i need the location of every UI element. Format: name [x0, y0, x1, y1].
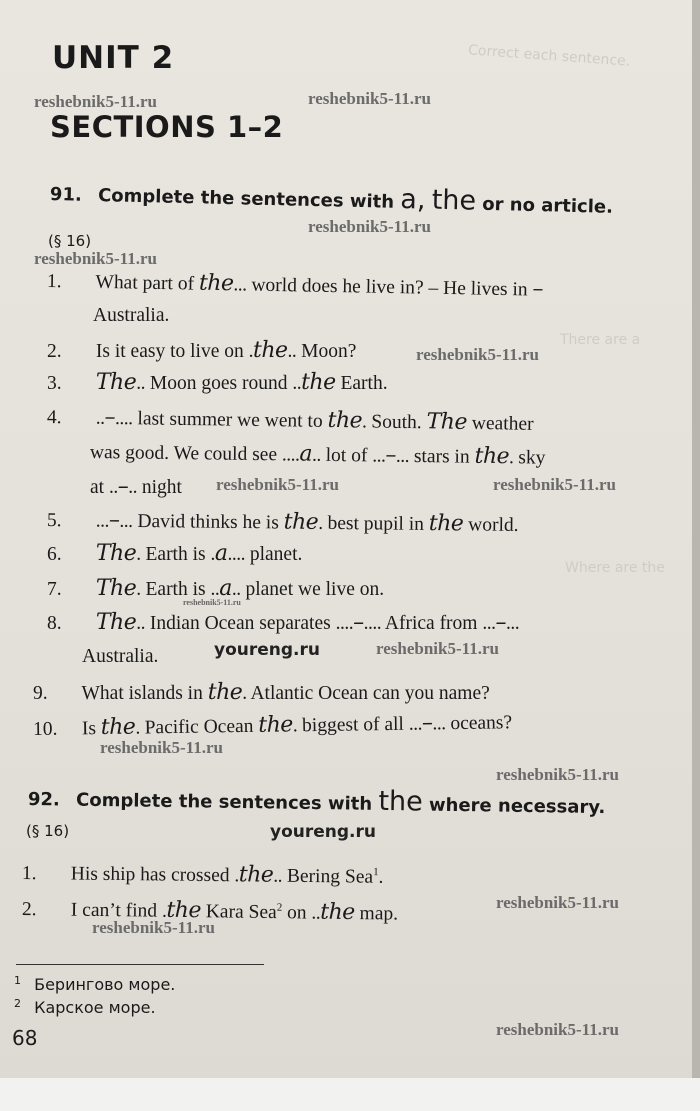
task-91-heading: [50, 176, 614, 220]
footnote-mark: 1: [373, 866, 379, 879]
sentence-text: Moon goes round: [149, 373, 288, 394]
paragraph-ref: (§ 16): [26, 822, 70, 840]
sentence-text: world does he live in? – He lives in: [251, 274, 528, 301]
footnote-mark: 2: [14, 997, 21, 1010]
sentence-3: 3. The.. Moon goes round ..the Earth.: [47, 370, 388, 395]
item-number: 4.: [46, 407, 62, 429]
sentence-text: was good. We could see: [89, 442, 278, 466]
watermark: reshebnik5-11.ru: [34, 249, 157, 268]
handwritten-answer: The: [95, 576, 137, 601]
task-word-the: the: [431, 184, 477, 217]
sentence-text: Kara Sea: [205, 901, 277, 924]
handwritten-answer: The: [95, 610, 137, 635]
item-number: 7.: [47, 579, 62, 600]
sentence-text: best pupil in: [327, 512, 425, 535]
handwritten-answer: a: [214, 541, 228, 566]
sentence-8: 8. The.. Indian Ocean separates ....–.... Africa from ...–...: [47, 610, 520, 635]
handwritten-answer: The: [426, 409, 468, 435]
handwritten-answer: the: [258, 712, 293, 738]
sentence-text: biggest of all: [301, 713, 405, 737]
handwritten-answer: the: [100, 714, 136, 741]
sentence-text: planet.: [249, 544, 303, 565]
handwritten-answer: the: [327, 407, 363, 434]
sentence-text: Earth is: [145, 579, 206, 600]
sentence-6: 6. The. Earth is .a.... planet.: [47, 541, 303, 566]
sentence-text: oceans?: [450, 712, 513, 735]
task-word-a: a,: [400, 183, 426, 216]
sentence-7: 7. The. Earth is ..a.. planet we live on.: [47, 576, 385, 601]
sentence-text: world.: [468, 514, 519, 536]
footnote-mark: 1: [14, 974, 21, 987]
sentence-10: 10. Is the. Pacific Ocean the. biggest of all ...–... oceans?: [32, 710, 513, 741]
sentence-text: Atlantic Ocean can you name?: [250, 683, 490, 704]
sentence-text: Indian Ocean separates: [149, 613, 331, 634]
task-text: Complete the sentences with: [75, 789, 373, 815]
handwritten-answer: –: [353, 610, 364, 635]
background-strip: [0, 1078, 700, 1111]
watermark: reshebnik5-11.ru: [496, 765, 619, 784]
sentence-92-2: 2. I can’t find .the Kara Sea$^2$ on ..the map.: [21, 897, 399, 926]
watermark: reshebnik5-11.ru: [100, 738, 223, 757]
sentence-text: .: [378, 866, 384, 888]
handwritten-answer: the: [428, 510, 464, 537]
sentence-text: Is it easy to live on: [95, 341, 244, 362]
sentence-text: His ship has crossed: [70, 863, 230, 887]
watermark-youreng: youreng.ru: [214, 640, 320, 660]
item-number: 8.: [47, 613, 62, 634]
handwritten-answer: –: [495, 610, 506, 635]
handwritten-answer: the: [238, 862, 274, 888]
item-number: 2.: [47, 341, 62, 362]
sentence-text: Earth is: [145, 544, 206, 565]
task-text: or no article.: [482, 193, 614, 218]
handwritten-answer: the: [283, 509, 319, 535]
handwritten-answer: The: [95, 541, 137, 566]
handwritten-answer: –: [421, 710, 433, 736]
sentence-text: stars in: [413, 445, 470, 468]
sentence-9: 9. What islands in the. Atlantic Ocean can you name?: [33, 680, 490, 705]
handwritten-answer: the: [166, 897, 202, 924]
sentence-text: lot of: [325, 444, 368, 467]
watermark: reshebnik5-11.ru: [308, 217, 431, 236]
page-number: 68: [12, 1026, 38, 1050]
sentence-2: 2. Is it easy to live on .the.. Moon?: [47, 338, 357, 363]
handwritten-answer: –: [117, 474, 129, 499]
sentence-text: Pacific Ocean: [144, 715, 254, 739]
sentence-text: last summer we went to: [137, 408, 323, 432]
sentence-text: at: [90, 477, 105, 498]
handwritten-answer: –: [532, 276, 544, 302]
footnote-mark: 2: [276, 901, 283, 914]
show-through-text: Where are the: [565, 560, 665, 576]
sentence-text: Bering Sea: [286, 865, 374, 888]
handwritten-answer: the: [252, 338, 288, 363]
footnote-text: Карское море.: [34, 998, 156, 1018]
watermark: reshebnik5-11.ru: [376, 639, 499, 658]
handwritten-answer: –: [385, 442, 397, 468]
sentence-text: Moon?: [301, 341, 357, 362]
sentence-8-cont: Australia.: [82, 646, 159, 667]
watermark: reshebnik5-11.ru: [308, 89, 431, 108]
sentence-text: What part of: [95, 271, 195, 295]
sentence-text: map.: [359, 903, 399, 925]
footnote-1: [14, 974, 175, 994]
show-through-text: Correct each sentence.: [467, 42, 631, 70]
item-number: 9.: [33, 683, 48, 704]
watermark-youreng: youreng.ru: [270, 822, 376, 842]
handwritten-answer: –: [104, 404, 116, 430]
sentence-text: night: [141, 477, 182, 498]
sentence-4: 4. ..–.... last summer we went to the. South. The weather: [46, 404, 534, 435]
task-word-the: the: [378, 785, 423, 818]
sentence-text: David thinks he is: [137, 510, 279, 534]
sentence-1: 1. What part of the... world does he live in? – He lives in –: [46, 270, 544, 302]
handwritten-answer: the: [474, 443, 510, 470]
sentence-text: Earth.: [340, 373, 388, 394]
item-number: 3.: [47, 373, 62, 394]
handwritten-answer: –: [108, 507, 120, 533]
sentence-text: on: [286, 902, 307, 924]
handwritten-answer: the: [320, 899, 355, 926]
sentence-text: planet we live on.: [245, 579, 385, 600]
handwritten-answer: a: [219, 576, 232, 601]
watermark: reshebnik5-11.ru: [216, 475, 339, 494]
sentence-4-line-3: at ..–.. night: [90, 474, 182, 499]
footnote-2: [14, 997, 156, 1017]
task-number: 92.: [27, 789, 60, 811]
watermark: reshebnik5-11.ru: [416, 345, 539, 364]
sentence-4-line-2: was good. We could see ....a.. lot of ...–... stars in the. sky: [89, 441, 546, 470]
sentence-text: weather: [471, 412, 534, 435]
item-number: 1.: [21, 863, 37, 885]
handwritten-answer: a: [299, 441, 313, 467]
footnote-text: Берингово море.: [34, 975, 176, 995]
task-text: Complete the sentences with: [97, 185, 395, 213]
item-number: 10.: [32, 718, 58, 740]
handwritten-answer: the: [198, 270, 234, 297]
watermark: reshebnik5-11.ru: [92, 918, 215, 937]
sentence-text: What islands in: [81, 683, 203, 704]
item-number: 1.: [46, 271, 62, 293]
sentence-text: sky: [518, 447, 546, 469]
sentence-text: South.: [371, 411, 422, 434]
watermark: reshebnik5-11.ru: [34, 92, 157, 111]
handwritten-answer: the: [207, 680, 243, 705]
task-text: where necessary.: [428, 794, 606, 819]
task-number: 91.: [49, 184, 83, 206]
watermark: reshebnik5-11.ru: [496, 893, 619, 912]
sentence-5: 5. ...–... David thinks he is the. best pupil in the world.: [46, 507, 519, 537]
sections-title: SECTIONS 1–2: [50, 110, 284, 144]
footnote-divider: [16, 964, 264, 965]
sentence-1-cont: Australia.: [93, 305, 170, 326]
watermark-small: reshebnik5-11.ru: [183, 598, 241, 607]
handwritten-answer: the: [301, 370, 336, 395]
show-through-text: There are a: [560, 332, 641, 348]
sentence-text: Is: [81, 718, 97, 740]
sentence-text: I can’t find: [70, 899, 158, 922]
item-number: 5.: [46, 510, 62, 532]
paragraph-ref: (§ 16): [48, 232, 92, 250]
task-92-heading: [28, 781, 606, 820]
handwritten-answer: The: [95, 370, 137, 395]
item-number: 2.: [21, 899, 37, 921]
watermark: reshebnik5-11.ru: [493, 475, 616, 494]
sentence-text: Africa from: [384, 613, 478, 634]
sentence-92-1: 1. His ship has crossed .the.. Bering Sea$^1$.: [21, 862, 384, 888]
unit-title: UNIT 2: [52, 40, 175, 76]
watermark: reshebnik5-11.ru: [496, 1020, 619, 1039]
item-number: 6.: [47, 544, 62, 565]
